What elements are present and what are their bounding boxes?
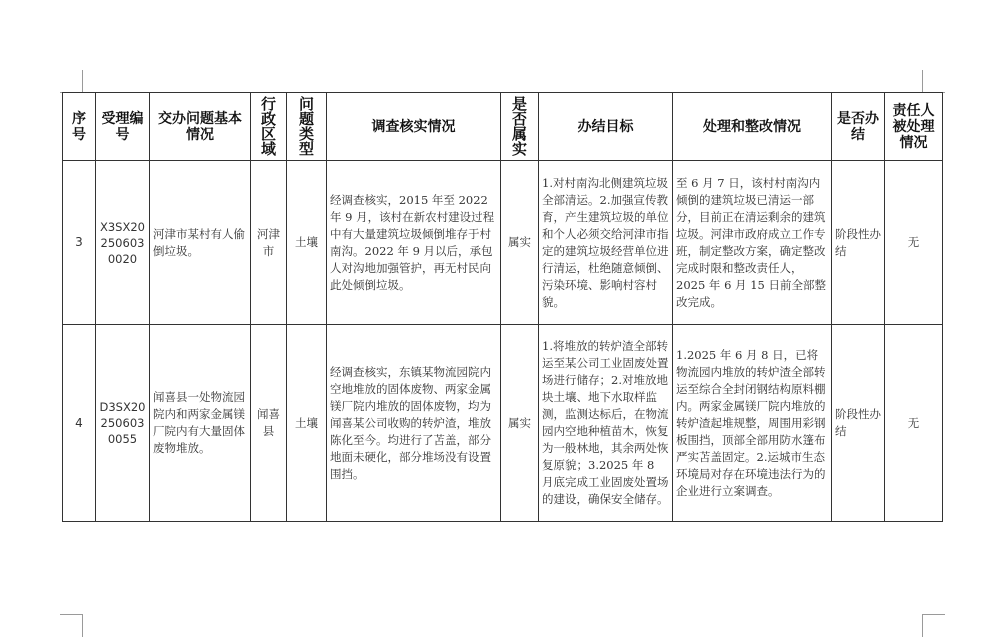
cell-region: 闻喜县 <box>251 325 287 522</box>
cell-is-true: 属实 <box>501 161 539 325</box>
header-is-true: 是 否 属 实 <box>501 93 539 161</box>
rectification-table <box>62 92 943 522</box>
crop-mark-top-left <box>60 70 83 93</box>
cell-seq: 4 <box>63 325 96 522</box>
cell-accountable: 无 <box>885 325 943 522</box>
header-handling: 处理和整改情况 <box>673 93 832 161</box>
header-is-closed: 是否办结 <box>832 93 885 161</box>
cell-investigation: 经调查核实，东镇某物流园院内空地堆放的固体废物、两家金属镁厂院内堆放的固体废物，均为闻喜某公司收购的转炉渣，堆放陈化至今。均进行了苫盖，部分地面未硬化，部分堆场没有设置围挡。 <box>327 325 501 522</box>
cell-seq: 3 <box>63 161 96 325</box>
cell-handling: 至 6 月 7 日，该村村南沟内倾倒的建筑垃圾已清运一部分，目前正在清运剩余的建筑垃圾。河津市政府成立工作专班，制定整改方案，确定整改完成时限和整改责任人，2025 年 6 月 15 日前全部整改完成。 <box>673 161 832 325</box>
header-region: 行 政 区 域 <box>251 93 287 161</box>
cell-investigation: 经调查核实，2015 年至 2022 年 9 月，该村在新农村建设过程中有大量建筑垃圾倾倒堆存于村南沟。2022 年 9 月以后，承包人对沟地加强管护，再无村民向此处倾倒垃圾。 <box>327 161 501 325</box>
cell-accept-no: X3SX20250603 0020 <box>96 161 150 325</box>
header-issue: 交办问题基本情况 <box>150 93 251 161</box>
cell-issue: 河津市某村有人偷倒垃圾。 <box>150 161 251 325</box>
cell-goal: 1.将堆放的转炉渣全部转运至某公司工业固废处置场进行储存；2.对堆放地块土壤、地下水取样监测，监测达标后，在物流园内空地种植苗木，恢复为一般林地，其余两处恢复原貌；3.2025 年 8 月底完成工业固废处置场的建设，确保安全储存。 <box>539 325 673 522</box>
header-accountable: 责任人被处理情况 <box>885 93 943 161</box>
cell-is-true: 属实 <box>501 325 539 522</box>
cell-accept-no: D3SX20250603 0055 <box>96 325 150 522</box>
header-type: 问 题 类 型 <box>287 93 327 161</box>
cell-accountable: 无 <box>885 161 943 325</box>
cell-is-closed: 阶段性办结 <box>832 161 885 325</box>
cell-region: 河津市 <box>251 161 287 325</box>
crop-mark-top-right <box>922 70 945 93</box>
table-row <box>63 161 943 325</box>
crop-mark-bottom-right <box>922 614 945 637</box>
cell-is-closed: 阶段性办结 <box>832 325 885 522</box>
cell-handling: 1.2025 年 6 月 8 日，已将物流园内堆放的转炉渣全部转运至综合全封闭钢结构原料棚内。两家金属镁厂院内堆放的转炉渣起堆规整，周围用彩钢板围挡，顶部全部用防水篷布严实苫盖固定。2.运城市生态环境局对存在环境违法行为的企业进行立案调查。 <box>673 325 832 522</box>
cell-goal: 1.对村南沟北侧建筑垃圾全部清运。2.加强宣传教育，产生建筑垃圾的单位和个人必须交给河津市指定的建筑垃圾经营单位进行清运，杜绝随意倾倒、污染环境、影响村容村貌。 <box>539 161 673 325</box>
header-seq: 序号 <box>63 93 96 161</box>
crop-mark-bottom-left <box>60 614 83 637</box>
header-row <box>63 93 943 161</box>
header-goal: 办结目标 <box>539 93 673 161</box>
header-investigation: 调查核实情况 <box>327 93 501 161</box>
cell-type: 土壤 <box>287 161 327 325</box>
cell-issue: 闻喜县一处物流园院内和两家金属镁厂院内有大量固体废物堆放。 <box>150 325 251 522</box>
cell-type: 土壤 <box>287 325 327 522</box>
header-accept-no: 受理编号 <box>96 93 150 161</box>
table-row <box>63 325 943 522</box>
